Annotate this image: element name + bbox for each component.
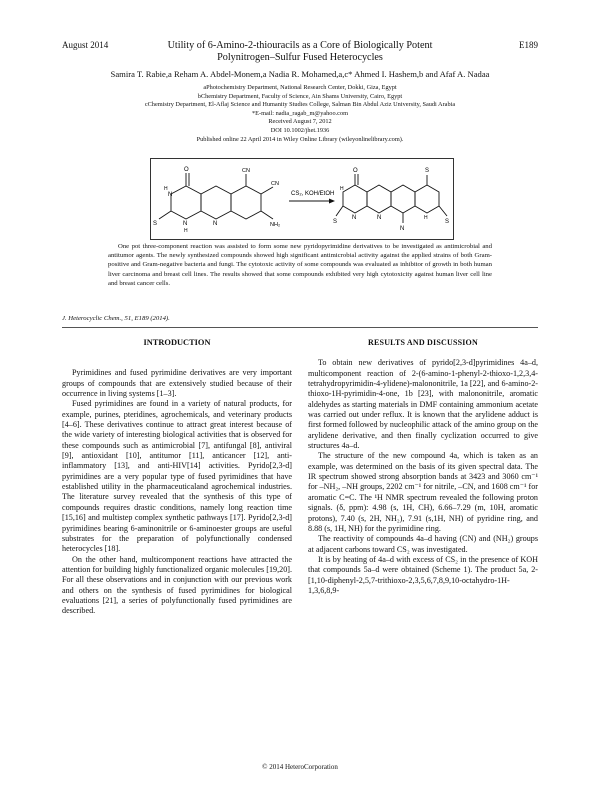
results-paragraph-2: The structure of the new compound 4a, which is taken as an example, was determined on the basis of its given spectral data. The IR spectrum showed strong absorption bands at 3423 and 3060 cm⁻¹ for –NH₂, –NH groups, 2202 cm⁻¹ for nitrile, –CN, and 1608 cm⁻¹ for aromatic C=C. The ¹H NMR spectrum revealed the following proton signals. (δ, ppm): 4.98 (s, 1H, CH), 6.66–7.29 (m, 10H, aromatic protons), 7.40 (s, 2H, NH₂), 7.91 (s,1H, NH) of pyridine ring, and 8.88 (s, 1H, NH) for the pyrimidine ring. — [308, 451, 538, 533]
abstract-text: One pot three-component reaction was assisted to form some new pyridopyrimidine derivatives to be investigated as antimicrobial and antitumor agents. The newly synthesized compounds showed high significant antimicrobial activity against the applied strains of both Gram-positive and Gram-negative bacteria and fungi. The cytotoxic activity of some compounds was evaluated as inhibitor of growth in both human liver carcinoma and breast cell lines. The results showed that some compounds exhibited very high cytotoxicity against human liver cell line and breast cancer cells. — [108, 243, 492, 287]
reactant-nitrile-label-2: CN — [271, 181, 279, 187]
reactant-oxo-label: O — [184, 167, 189, 173]
affiliation-c: cChemistry Department, El-Aflaj Science and Humanity Studies College, Salman Bin Abdul Aziz University, Saudi Arabia — [144, 101, 456, 109]
results-paragraph-3: The reactivity of compounds 4a–d having (CN) and (NH₂) groups at adjacent carbons toward CS₂ was investigated. — [308, 534, 538, 554]
reactant-thioxo-label: S — [153, 221, 158, 227]
reactant-amino-label: NH₂ — [270, 222, 281, 228]
product-thioxo-label-1: S — [333, 219, 338, 225]
results-heading: RESULTS AND DISCUSSION — [368, 338, 478, 347]
product-n3-label: N — [400, 226, 405, 232]
article-title — [120, 40, 480, 64]
reactant-n2-label: N — [183, 221, 188, 227]
author-list: Samira T. Rabie,a Reham A. Abdel-Monem,a Nadia R. Mohamed,a,c* Ahmed I. Hashem,b and Afaf A. Nadaa — [110, 69, 490, 79]
title-line-2: Polynitrogen–Sulfur Fused Heterocycles — [217, 52, 383, 63]
intro-paragraph-3: On the other hand, multicomponent reactions have attracted the attention for building highly functionalized organic molecules [19,20]. For all these observations and in conjunction with our previous work and others on the synthesis of fused pyrimidines for biological evaluations [21], a series of polyfunctionally fused pyrimidines are described. — [62, 554, 292, 616]
journal-reference: J. Heterocyclic Chem., 51, E189 (2014). — [62, 315, 170, 322]
reactant-h2-label: H — [184, 228, 188, 234]
product-n1-label: N — [352, 215, 357, 221]
received-date: Received August 7, 2012 — [268, 118, 332, 126]
results-paragraph-4: It is by heating of 4a–d with excess of CS₂ in the presence of KOH that compounds 5a–d were obtained (Scheme 1). The product 5a, 2-[1,10-diphenyl-2,5,7-trithioxo-2,3,5,6,7,8,9,10-octahydro-1H-1,3,6,8,9- — [308, 554, 538, 595]
contact-email[interactable]: *E-mail: nadia_ragab_m@yahoo.com — [251, 109, 349, 117]
introduction-column — [62, 338, 292, 617]
affiliation-b: bChemistry Department, Faculty of Science, Ain Shams University, Cairo, Egypt — [197, 92, 403, 100]
section-divider — [62, 327, 538, 328]
reaction-scheme-drawing — [151, 159, 453, 239]
title-line-1: Utility of 6-Amino-2-thiouracils as a Core of Biologically Potent — [167, 40, 433, 51]
product-thioxo-label-2: S — [425, 168, 430, 174]
reactant-n3-label: N — [213, 221, 218, 227]
results-column — [308, 338, 538, 596]
results-paragraph-1: To obtain new derivatives of pyrido[2,3-d]pyrimidines 4a–d, multicomponent reaction of 2-(6-amino-1-phenyl-2-thioxo-1,2,3,4-tetrahydropyrimidin-4-ylidene)-malononitrile, 1a [22], and 6-amino-2-thioxo-1H-pyrimidin-4-one, 1b [23], with malononitrile, aromatic aldehydes as starting materials in DMF containing ammonium acetate was carried out under reflux. It is known that the arylidene adduct is first formed followed by nucleophilic attack of the amino group on the arylidene derivative, and then finally cyclization occurred to give structures 4a–d. — [308, 358, 538, 451]
product-oxo-label: O — [353, 168, 358, 174]
reaction-reagent-label: CS₂, KOH/EtOH — [291, 191, 335, 197]
reaction-arrow-head — [329, 199, 335, 204]
published-online: Published online 22 April 2014 in Wiley Online Library (wileyonlinelibrary.com). — [196, 135, 404, 143]
reactant-n1-label: N — [168, 192, 173, 198]
reactant-structure — [159, 173, 273, 219]
page-number: E189 — [519, 40, 538, 50]
reactant-nitrile-label: CN — [242, 168, 250, 174]
copyright-footer: © 2014 HeteroCorporation — [262, 763, 338, 771]
intro-paragraph-2: Fused pyrimidines are found in a variety of natural products, for example, purines, pteridines, agrochemicals, and veterinary products [4–6]. These derivatives continue to attract great interest because of the wide variety of interesting biological activities that is observed for these compounds such as antimicrobial [7], antifungal [8], antiviral [9], antioxidant [10], antitumor [11], anticancer [12], anti-inflammatory [13], and anti-HIV[14] activities. Pyrido[2,3-d] pyrimidines are a very popular type of fused pyrimidines that have established utility in the pharmaceuticaland agrochemical industries. The literature survey revealed that the synthesis of this type of compounds requires drastic conditions, namely long reaction time [15,16] and multistep complex synthetic pathways [17]. Pyrido[2,3-d] pyrimidines bearing 6-aminonitrile or 6-aminoester groups are useful substrates for the preparation of polyfunctionally condensed heterocycles [18]. — [62, 399, 292, 554]
reactant-h1-label: H — [164, 186, 168, 192]
graphical-abstract-scheme — [150, 158, 454, 240]
product-h1-label: H — [340, 186, 344, 192]
product-n2-label: N — [377, 215, 382, 221]
introduction-heading: INTRODUCTION — [143, 338, 211, 347]
intro-paragraph-1: Pyrimidines and fused pyrimidine derivatives are very important groups of compounds that are extensively studied because of their occurrence in living systems [1–3]. — [62, 368, 292, 399]
product-thioxo-label-3: S — [445, 219, 450, 225]
issue-date: August 2014 — [62, 40, 109, 50]
affiliations — [70, 84, 530, 144]
affiliation-a: aPhotochemistry Department, National Research Center, Dokki, Giza, Egypt — [203, 84, 397, 91]
doi[interactable]: DOI 10.1002/jhet.1936 — [270, 126, 330, 134]
product-h2-label: H — [424, 215, 428, 221]
